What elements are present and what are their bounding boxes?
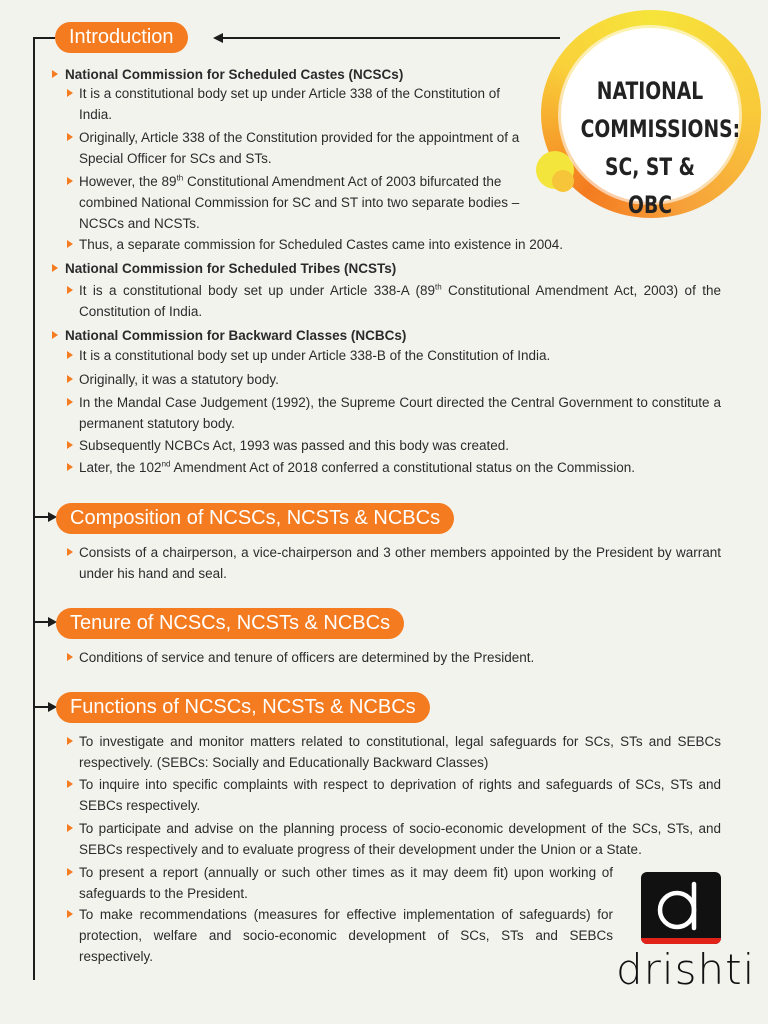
- bullet-text: Constitutional Amendment Act of 2003 bifurcated the combined National Commission for SC and ST into two separate bodies – NCSCs and NCSTs.: [79, 174, 520, 231]
- bullet-text: Later, the 102: [79, 460, 162, 475]
- section-title-tenure: Tenure of NCSCs, NCSTs & NCBCs: [56, 608, 404, 639]
- bullet-item: To make recommendations (measures for effective implementation of safeguards) for protection, welfare and socio-economic development of SCs, STs and SEBCs respectively.: [79, 904, 613, 967]
- bullet-item: In the Mandal Case Judgement (1992), the Supreme Court directed the Central Government to constitute a permanent statutory body.: [79, 392, 721, 434]
- bullet-item: [79, 171, 535, 234]
- heading-ncst: National Commission for Scheduled Tribes (NCSTs): [65, 258, 396, 279]
- bullet-text: However, the 89: [79, 174, 177, 189]
- bullet-text: Constitutional Amendment Act, 2003) of the Constitution of India.: [79, 283, 721, 319]
- bullet-item: Consists of a chairperson, a vice-chairperson and 3 other members appointed by the President by warrant under his hand and seal.: [79, 542, 721, 584]
- superscript: th: [176, 173, 184, 183]
- letter-d-icon: [641, 872, 721, 944]
- title-line-2: COMMISSIONS:: [580, 115, 741, 143]
- page-title: [580, 72, 741, 224]
- title-line-3: SC, ST & OBC: [605, 153, 695, 219]
- bullet-item: To present a report (annually or such other times as it may deem fit) upon working of safeguards to the President.: [79, 862, 613, 904]
- right-arrow-icon: [35, 621, 49, 623]
- badge-connector-line: [222, 37, 560, 39]
- drishti-logo-icon: [641, 872, 721, 944]
- bullet-item: It is a constitutional body set up under Article 338-B of the Constitution of India.: [79, 345, 721, 366]
- bullet-item: To inquire into specific complaints with respect to deprivation of rights and safeguards of SCs, STs and SEBCs respectively.: [79, 774, 721, 816]
- section-title-composition: Composition of NCSCs, NCSTs & NCBCs: [56, 503, 454, 534]
- bullet-item: [79, 457, 721, 478]
- bullet-item: Subsequently NCBCs Act, 1993 was passed and this body was created.: [79, 435, 721, 456]
- bullet-text: It is a constitutional body set up under Article 338-A (89: [79, 283, 435, 298]
- bullet-item: Conditions of service and tenure of officers are determined by the President.: [79, 647, 721, 668]
- timeline-connector: [33, 37, 55, 39]
- bullet-item: Originally, it was a statutory body.: [79, 369, 721, 390]
- bullet-item: It is a constitutional body set up under Article 338 of the Constitution of India.: [79, 83, 535, 125]
- right-arrow-icon: [35, 516, 49, 518]
- bullet-item: Thus, a separate commission for Scheduled Castes came into existence in 2004.: [79, 234, 639, 255]
- left-arrow-icon: [213, 33, 223, 43]
- timeline-line: [33, 38, 35, 980]
- right-arrow-icon: [35, 706, 49, 708]
- logo-wordmark: drishti: [616, 945, 756, 994]
- logo-red-bar: [641, 938, 721, 944]
- bullet-text: Amendment Act of 2018 conferred a constitutional status on the Commission.: [170, 460, 635, 475]
- bullet-item: To participate and advise on the planning process of socio-economic development of the SCs, STs, and SEBCs respectively and to evaluate progress of their development under the Union or a State.: [79, 818, 721, 860]
- heading-ncbc: National Commission for Backward Classes (NCBCs): [65, 325, 406, 346]
- badge-circle: [561, 28, 741, 219]
- bullet-item: To investigate and monitor matters related to constitutional, legal safeguards for SCs, STs and SEBCs respectively. (SEBCs: Socially and Educationally Backward Classes): [79, 731, 721, 773]
- section-title-introduction: Introduction: [55, 22, 188, 53]
- bullet-item: [79, 280, 721, 322]
- title-line-1: NATIONAL: [596, 77, 704, 105]
- badge-dot: [552, 170, 574, 192]
- superscript: nd: [161, 459, 171, 469]
- heading-ncsc: National Commission for Scheduled Castes (NCSCs): [65, 64, 403, 85]
- section-title-functions: Functions of NCSCs, NCSTs & NCBCs: [56, 692, 430, 723]
- title-badge: [536, 10, 764, 220]
- superscript: th: [434, 282, 442, 292]
- bullet-item: Originally, Article 338 of the Constitution provided for the appointment of a Special Officer for SCs and STs.: [79, 127, 535, 169]
